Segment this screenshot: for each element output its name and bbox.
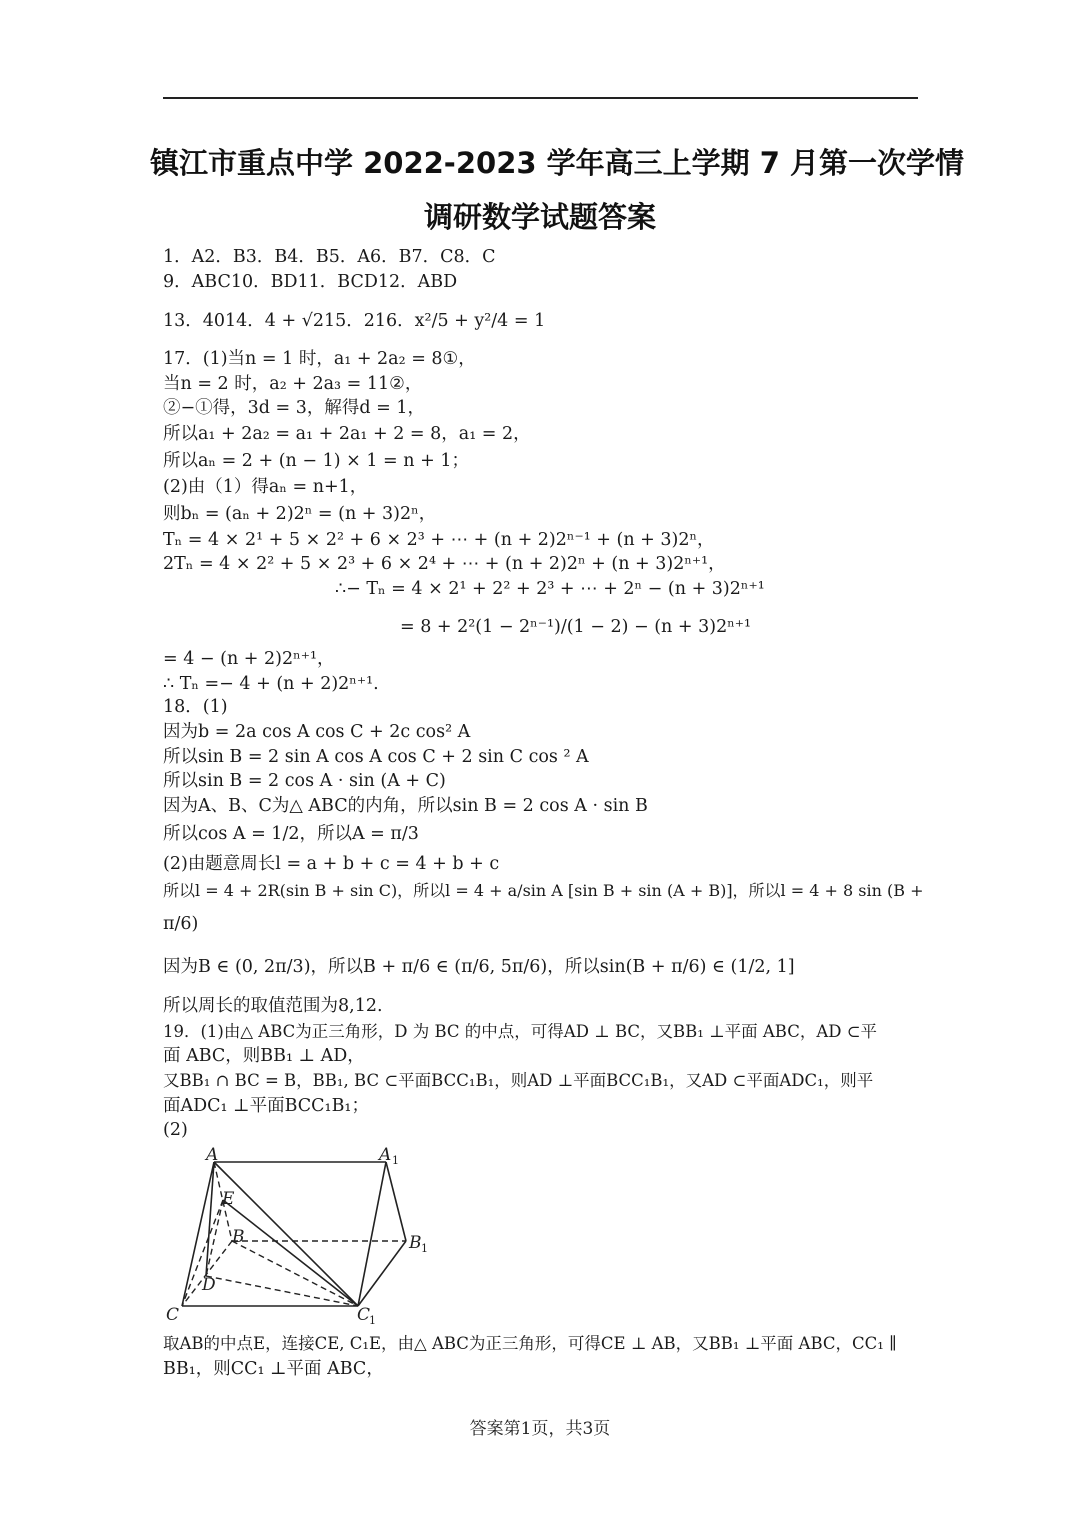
q17-line: 当n = 2 时，a₂ + 2a₃ = 11②， — [163, 374, 423, 394]
edge-e-c1 — [223, 1200, 358, 1306]
label-c1-subscript: 1 — [369, 1314, 376, 1327]
q19-line: 又BB₁ ∩ BC = B，BB₁, BC ⊂平面BCC₁B₁，则AD ⊥平面BCC₁B₁，又AD ⊂平面ADC₁，则平 — [163, 1071, 874, 1090]
q18-line: 因为b = 2a cos A cos C + 2c cos² A — [163, 722, 471, 742]
q17-line: = 4 − (n + 2)2ⁿ⁺¹， — [163, 649, 335, 669]
page-footer: 答案第1页，共3页 — [469, 1419, 611, 1439]
prism-figure — [160, 1140, 450, 1330]
answers-fill-13-16: 13．4014．4 + √215．216．x²/5 + y²/4 = 1 — [163, 311, 546, 331]
q17-line: 17．(1)当n = 1 时，a₁ + 2a₂ = 8①， — [163, 349, 476, 369]
label-d: D — [202, 1275, 216, 1295]
q18-line: 所以l = 4 + 2R(sin B + sin C)，所以l = 4 + a/sin A [sin B + sin (A + B)]，所以l = 4 + 8 sin (B + — [163, 881, 924, 900]
q17-line: (2)由（1）得aₙ = n+1， — [163, 477, 368, 497]
q18-line: 因为B ∈ (0, 2π/3)，所以B + π/6 ∈ (π/6, 5π/6)，所以sin(B + π/6) ∈ (1/2, 1] — [163, 957, 795, 977]
q17-line: 所以aₙ = 2 + (n − 1) × 1 = n + 1； — [163, 451, 469, 471]
q19-line: 19．(1)由△ ABC为正三角形，D 为 BC 的中点，可得AD ⊥ BC，又BB₁ ⊥平面 ABC，AD ⊂平 — [163, 1022, 878, 1041]
q17-line: ∴ Tₙ =− 4 + (n + 2)2ⁿ⁺¹. — [163, 674, 379, 694]
prism-diagram — [160, 1140, 450, 1330]
label-b: B — [232, 1227, 245, 1247]
answers-mc-1-8: 1．A2．B3．B4．B5．A6．B7．C8．C — [163, 247, 496, 267]
label-b1-subscript: 1 — [421, 1242, 428, 1255]
hidden-edge-d-c1 — [206, 1276, 358, 1306]
answers-mc-9-12: 9．ABC10．BD11．BCD12．ABD — [163, 272, 458, 292]
q17-line: Tₙ = 4 × 2¹ + 5 × 2² + 6 × 2³ + ⋯ + (n + 2)2ⁿ⁻¹ + (n + 3)2ⁿ， — [163, 530, 715, 550]
q18-line: 所以cos A = 1/2，所以A = π/3 — [163, 824, 419, 844]
label-c: C — [166, 1305, 180, 1325]
q19-line: (2) — [163, 1120, 188, 1140]
q17-line: 则bₙ = (aₙ + 2)2ⁿ = (n + 3)2ⁿ， — [163, 504, 437, 524]
label-a1-subscript: 1 — [392, 1154, 399, 1167]
q17-line: = 8 + 2²(1 − 2ⁿ⁻¹)/(1 − 2) − (n + 3)2ⁿ⁺¹ — [400, 617, 752, 637]
q18-line: 所以sin B = 2 cos A · sin (A + C) — [163, 771, 446, 791]
q18-line: 所以周长的取值范围为8,12. — [163, 996, 383, 1016]
label-b1: B — [409, 1233, 422, 1253]
document-title-line2: 调研数学试题答案 — [423, 200, 656, 234]
q17-line: ∴− Tₙ = 4 × 2¹ + 2² + 2³ + ⋯ + 2ⁿ − (n + 3)2ⁿ⁺¹ — [335, 579, 765, 599]
q19-line: BB₁，则CC₁ ⊥平面 ABC， — [163, 1359, 384, 1379]
q19-line: 面 ABC，则BB₁ ⊥ AD， — [163, 1046, 365, 1066]
header-rule — [163, 97, 918, 99]
q18-line: 所以sin B = 2 sin A cos A cos C + 2 sin C cos ² A — [163, 747, 589, 767]
q18-line: (2)由题意周长l = a + b + c = 4 + b + c — [163, 854, 500, 874]
label-c1: C — [357, 1305, 371, 1325]
q17-line: 所以a₁ + 2a₂ = a₁ + 2a₁ + 2 = 8，a₁ = 2， — [163, 424, 531, 444]
label-e: E — [222, 1189, 235, 1209]
label-a: A — [206, 1145, 219, 1165]
edge-a1-b1 — [386, 1162, 406, 1241]
q19-line: 取AB的中点E，连接CE, C₁E，由△ ABC为正三角形，可得CE ⊥ AB，又BB₁ ⊥平面 ABC，CC₁ ∥ — [163, 1334, 897, 1353]
document-title-line1: 镇江市重点中学 2022-2023 学年高三上学期 7 月第一次学情 — [150, 146, 965, 180]
q17-line: ②−①得，3d = 3，解得d = 1， — [163, 398, 426, 418]
q19-line: 面ADC₁ ⊥平面BCC₁B₁； — [163, 1096, 369, 1116]
q18-line: π/6) — [163, 914, 199, 934]
label-a1: A — [379, 1145, 392, 1165]
q18-line: 因为A、B、C为△ ABC的内角，所以sin B = 2 cos A · sin B — [163, 796, 648, 816]
edge-a1-c1 — [358, 1162, 386, 1306]
hidden-edge-b-c1 — [232, 1241, 358, 1306]
q17-line: 2Tₙ = 4 × 2² + 5 × 2³ + 6 × 2⁴ + ⋯ + (n + 2)2ⁿ + (n + 3)2ⁿ⁺¹， — [163, 554, 726, 574]
q18-line: 18．(1) — [163, 697, 228, 717]
edge-b1-c1 — [358, 1241, 406, 1306]
